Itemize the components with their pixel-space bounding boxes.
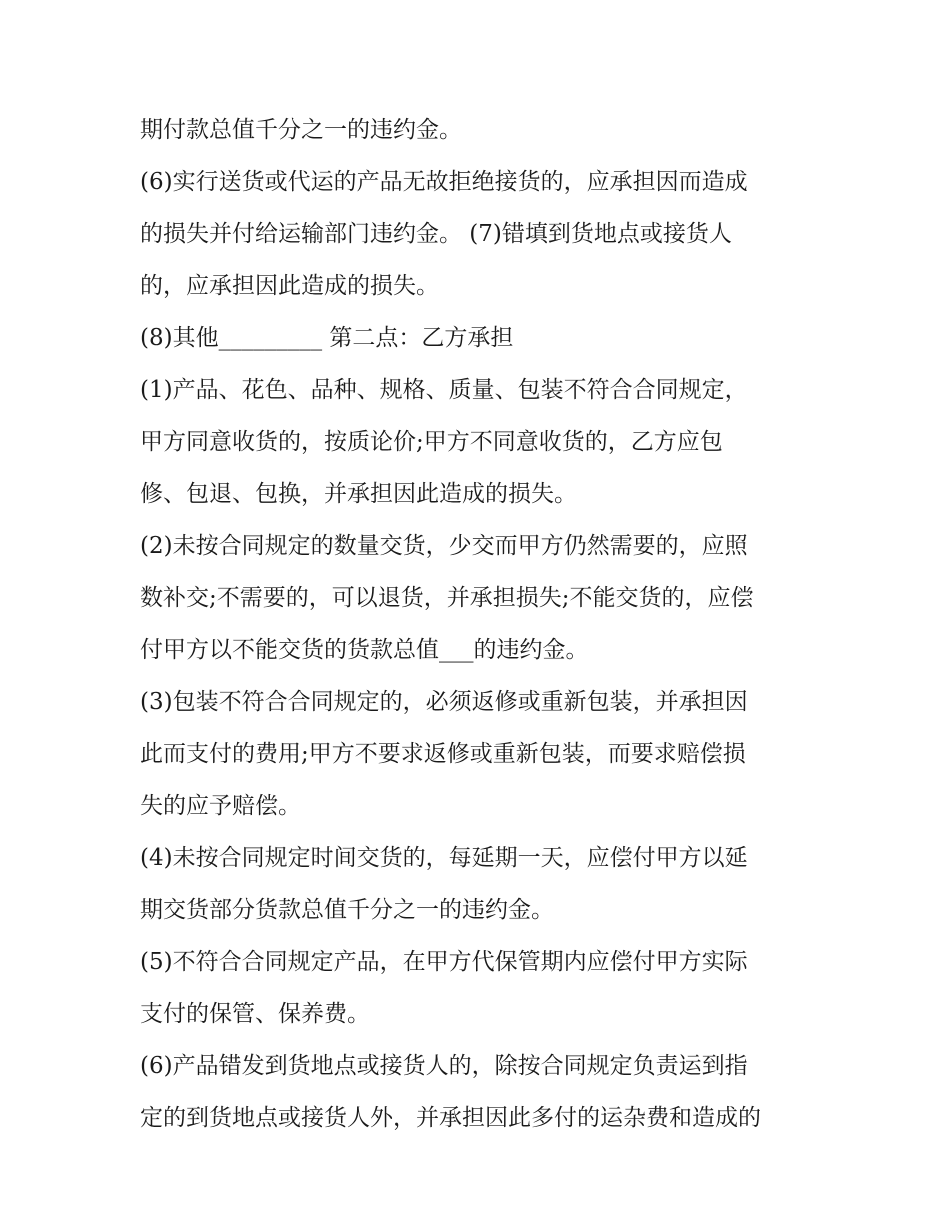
- text-line: 期交货部分货款总值千分之一的违约金。: [140, 897, 554, 923]
- text-line: (4)未按合同规定时间交货的，每延期一天，应偿付甲方以延: [140, 845, 748, 871]
- text-line: (3)包装不符合合同规定的，必须返修或重新包装，并承担因: [140, 689, 748, 715]
- text-line: 甲方同意收货的，按质论价;甲方不同意收货的，乙方应包: [140, 429, 723, 455]
- text-line: 的，应承担因此造成的损失。: [140, 273, 439, 299]
- text-line: 付甲方以不能交货的货款总值___的违约金。: [140, 637, 589, 663]
- text-line: 期付款总值千分之一的违约金。: [140, 117, 462, 143]
- text-line: 此而支付的费用;甲方不要求返修或重新包装，而要求赔偿损: [140, 741, 746, 767]
- text-line: 支付的保管、保养费。: [140, 1001, 370, 1027]
- text-line: (6)实行送货或代运的产品无故拒绝接货的，应承担因而造成: [140, 169, 748, 195]
- text-line: 的损失并付给运输部门违约金。 (7)错填到货地点或接货人: [140, 221, 732, 247]
- text-line: 定的到货地点或接货人外，并承担因此多付的运杂费和造成的: [140, 1105, 761, 1131]
- text-line: 修、包退、包换，并承担因此造成的损失。: [140, 481, 577, 507]
- text-line: (8)其他_________ 第二点：乙方承担: [140, 325, 514, 351]
- text-line: (6)产品错发到货地点或接货人的，除按合同规定负责运到指: [140, 1053, 748, 1079]
- text-line: (2)未按合同规定的数量交货，少交而甲方仍然需要的，应照: [140, 533, 748, 559]
- text-line: (1)产品、花色、品种、规格、质量、包装不符合合同规定，: [140, 377, 748, 403]
- text-line: 失的应予赔偿。: [140, 793, 301, 819]
- text-line: 数补交;不需要的，可以退货，并承担损失;不能交货的，应偿: [140, 585, 754, 611]
- text-line: (5)不符合合同规定产品，在甲方代保管期内应偿付甲方实际: [140, 949, 748, 975]
- contract-text: [140, 104, 830, 1144]
